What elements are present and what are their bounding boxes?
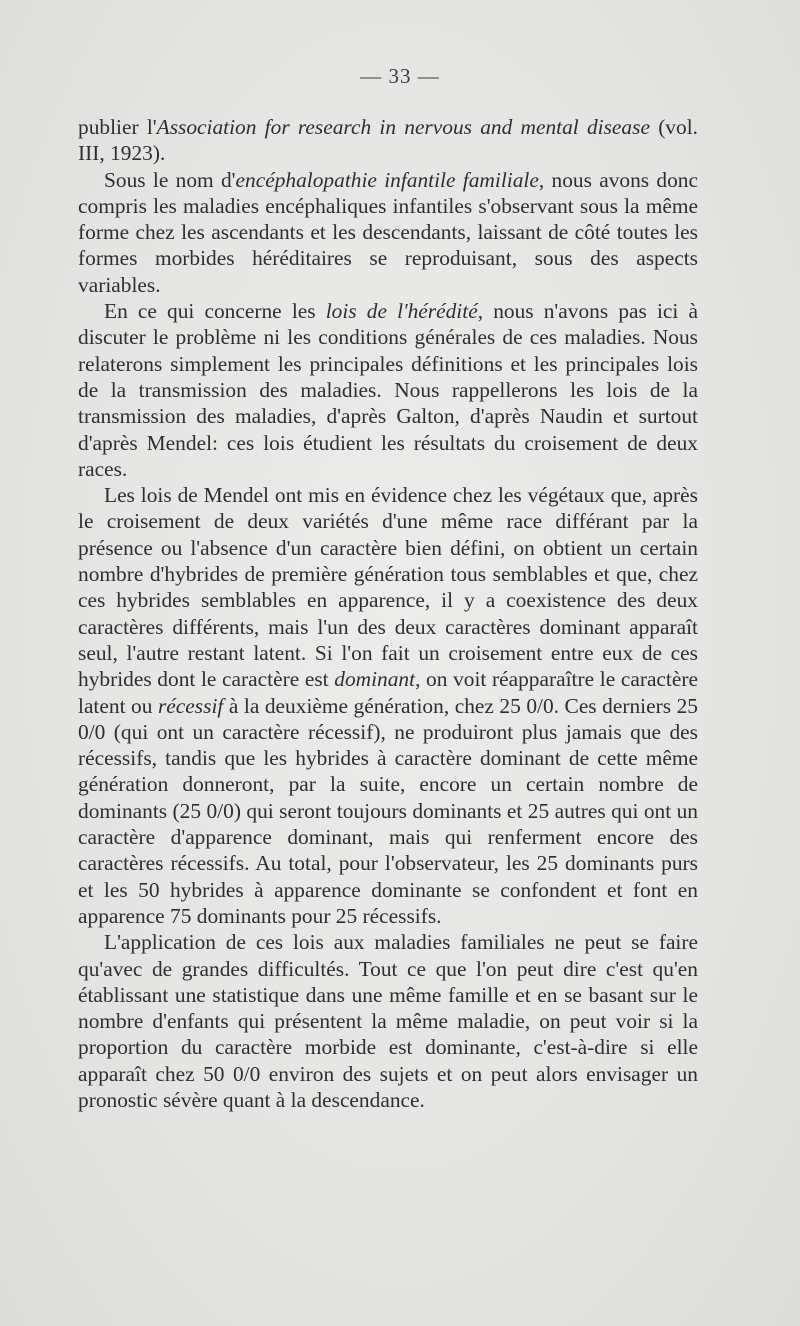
text-run: à la deuxième génération, chez 25 0/0. Ces derniers 25 0/0 (qui ont un caractère récessif), ne produiront plus jamais que des récessifs, tandis que les hybrides à caractère dominant de cette même génération donneront, par la suite, encore un certain nombre de dominants (25 0/0) qui seront toujours dominants et 25 autres qui ont un caractère d'apparence dominant, mais qui renferment encore des caractères récessifs. Au total, pour l'observateur, les 25 dominants purs et les 50 hybrides à apparence dominante se confondent et font en apparence 75 dominants pour 25 récessifs.: [78, 693, 698, 928]
body-text: [78, 114, 698, 1113]
text-run: L'application de ces lois aux maladies familiales ne peut se faire qu'avec de grandes difficultés. Tout ce que l'on peut dire c'est qu'en établissant une statistique dans une même famille et en se basant sur le nombre d'enfants qui présentent la même maladie, on peut voir si la proportion du caractère morbide est dominante, c'est-à-dire si elle apparaît chez 50 0/0 environ des sujets et on peut alors envisager un pronostic sévère quant à la descendance.: [78, 930, 698, 1112]
italic-text: encéphalopathie infantile familiale: [235, 167, 539, 192]
page-number: — 33 —: [360, 64, 440, 88]
paragraph-p1: [78, 167, 698, 298]
italic-text: récessif: [157, 693, 224, 718]
paragraph-p4: [78, 929, 698, 1113]
text-run: publier l': [78, 115, 157, 139]
italic-text: dominant: [334, 667, 416, 692]
text-run: Les lois de Mendel ont mis en évidence chez les végétaux que, après le croisement de deux variétés d'une même race différant par la présence ou l'absence d'un caractère bien défini, on obtient un certain nombre d'hybrides de première génération tous semblables et que, chez ces hybrides semblables en apparence, il y a coexistence des deux caractères différents, mais l'un des deux caractères dominant apparaît seul, l'autre restant latent. Si l'on fait un croisement entre eux de ces hybrides dont le caractère est: [78, 483, 698, 692]
paragraph-p0: [78, 114, 698, 167]
text-run: (vol. III, 1923).: [78, 115, 698, 166]
text-run: Sous le nom d': [104, 167, 236, 192]
paragraph-p2: [78, 298, 698, 482]
text-run: , nous n'avons pas ici à discuter le problème ni les conditions générales de ces maladies. Nous relaterons simplement les principales définitions et les principales lois de la transmission des maladies. Nous rappellerons les lois de la transmission des maladies, d'après Galton, d'après Naudin et surtout d'après Mendel: ces lois étudient les résultats du croisement de deux races.: [78, 299, 698, 481]
text-run: , nous avons donc compris les maladies encéphaliques infantiles s'observant sous la même forme chez les ascendants et les descendants, laissant de côté toutes les formes morbides héréditaires se reproduisant, sous des aspects variables.: [78, 167, 698, 297]
italic-text: Association for research in nervous and mental disease: [156, 115, 650, 139]
text-run: , on voit réapparaître le caractère latent ou: [78, 667, 698, 718]
text-run: En ce qui concerne les: [104, 299, 326, 324]
paragraph-p3: [78, 482, 698, 929]
italic-text: lois de l'hérédité: [325, 299, 478, 324]
